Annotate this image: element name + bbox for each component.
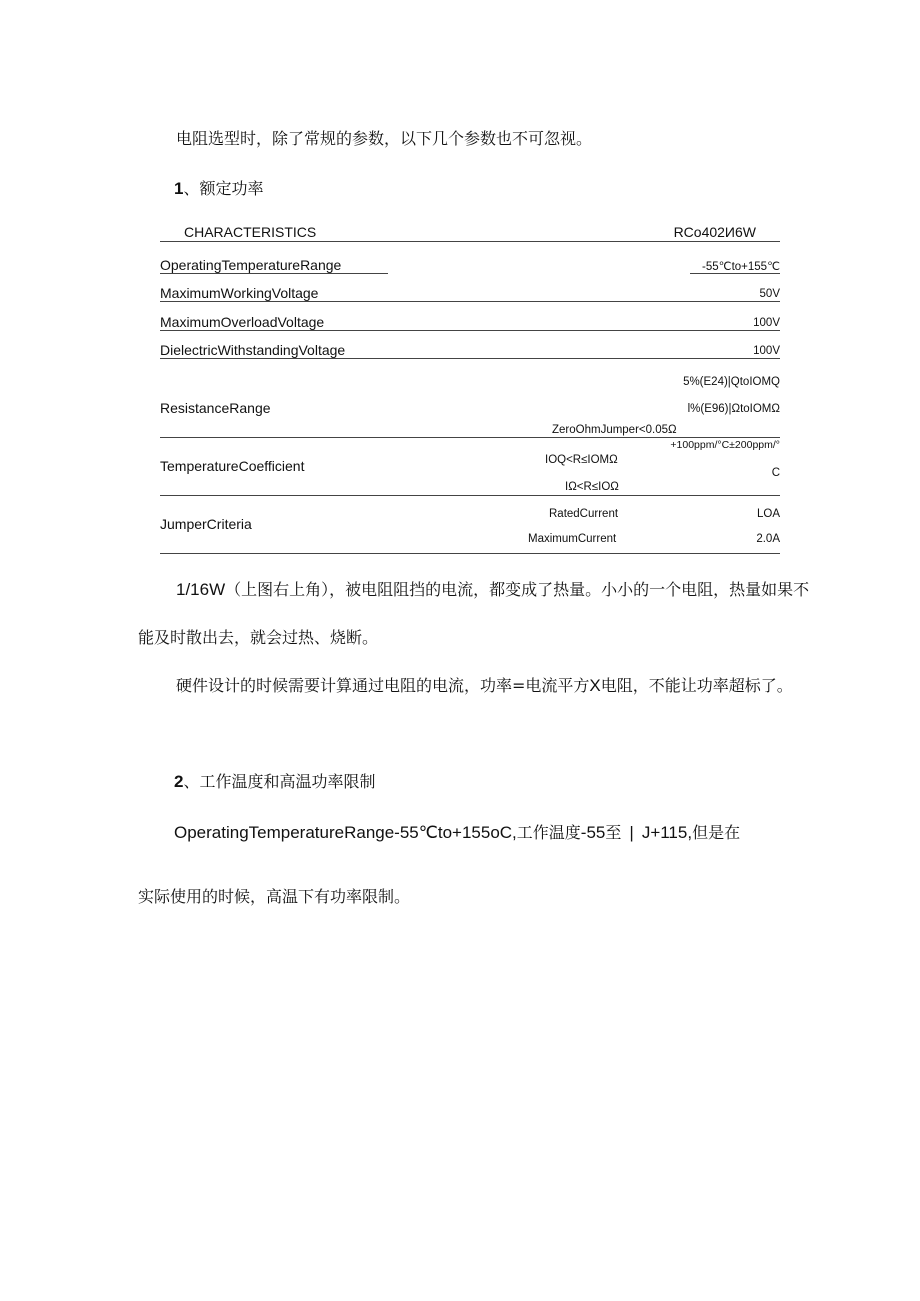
paragraph-power-heat [138, 566, 818, 662]
row-label: MaximumWorkingVoltage [160, 285, 319, 301]
jumper-condition: MaximumCurrent [528, 533, 617, 545]
table-rule [690, 273, 780, 274]
temperature-value: J+115, [641, 823, 693, 842]
row-value: -55℃to+155℃ [702, 261, 780, 273]
tcr-value: +100ppm/°C±200ppm/° [670, 439, 780, 451]
section-1-number: 1 [174, 179, 184, 198]
table-rule [160, 437, 780, 438]
intro-paragraph: 电阻选型时，除了常规的参数，以下几个参数也不可忽视。 [176, 129, 593, 148]
paragraph-text: （上图右上角），被电阻阻挡的电流，都变成了热量。小小的一个电阻，热量如果不能及时散出去，就会过热、烧断。 [138, 580, 810, 647]
paragraph-text: 硬件设计的时候需要计算通过电阻的电流，功率=电流平方 [176, 676, 590, 695]
section-2-heading [174, 769, 375, 792]
temperature-value: -55 [580, 823, 606, 842]
paragraph-text: 工作温度 [516, 823, 581, 842]
jumper-value: LOA [756, 508, 780, 520]
resistance-range-label: ResistanceRange [160, 400, 271, 416]
tcr-condition: IΩ<R≤IOΩ [565, 481, 619, 493]
section-2-title: 、工作温度和高温功率限制 [183, 772, 376, 791]
tcr-value: C [771, 467, 780, 479]
separator-bar: | [629, 823, 634, 842]
row-label: DielectricWithstandingVoltage [160, 342, 346, 358]
table-rule [160, 301, 780, 302]
section-2-number: 2 [174, 772, 184, 791]
table-rule [160, 330, 780, 331]
zero-ohm-jumper: ZeroOhmJumper<0.05Ω [552, 424, 677, 436]
temperature-coefficient-label: TemperatureCoefficient [160, 458, 305, 474]
multiply-symbol: X [589, 676, 601, 695]
paragraph-power-calc [138, 662, 818, 710]
table-header-right: RCo402И6W [673, 224, 756, 240]
section-1-heading [174, 176, 263, 199]
tcr-condition: IOQ<R≤IOMΩ [545, 454, 618, 466]
section-1-title: 、额定功率 [183, 179, 264, 198]
paragraph-text: 但是在 [692, 823, 741, 842]
paragraph-text: 至 [605, 823, 622, 842]
table-rule [160, 495, 780, 496]
row-label: OperatingTemperatureRange [160, 257, 342, 273]
table-rule [160, 273, 388, 274]
row-value: 100V [753, 345, 780, 357]
power-rating-text: 1/16W [176, 580, 226, 599]
resistance-range-e24: 5%(E24)|QtoIOMQ [683, 376, 780, 388]
table-rule [160, 358, 780, 359]
jumper-value: 2.0A [756, 533, 780, 545]
table-rule [160, 241, 780, 242]
temperature-range-text: OperatingTemperatureRange-55℃to+155oC, [174, 823, 517, 842]
paragraph-temperature-range [174, 820, 740, 843]
paragraph-high-temp-limit: 实际使用的时候，高温下有功率限制。 [138, 887, 411, 906]
characteristics-table [160, 220, 780, 554]
table-rule [160, 553, 780, 554]
jumper-criteria-label: JumperCriteria [160, 516, 252, 532]
row-value: 100V [753, 317, 780, 329]
row-label: MaximumOverloadVoltage [160, 314, 325, 330]
paragraph-text: 电阻，不能让功率超标了。 [600, 676, 793, 695]
jumper-condition: RatedCurrent [549, 508, 619, 520]
table-header-left: CHARACTERISTICS [184, 224, 317, 240]
resistance-range-e96: l%(E96)|ΩtoIOMΩ [687, 403, 780, 415]
row-value: 50V [759, 288, 780, 300]
